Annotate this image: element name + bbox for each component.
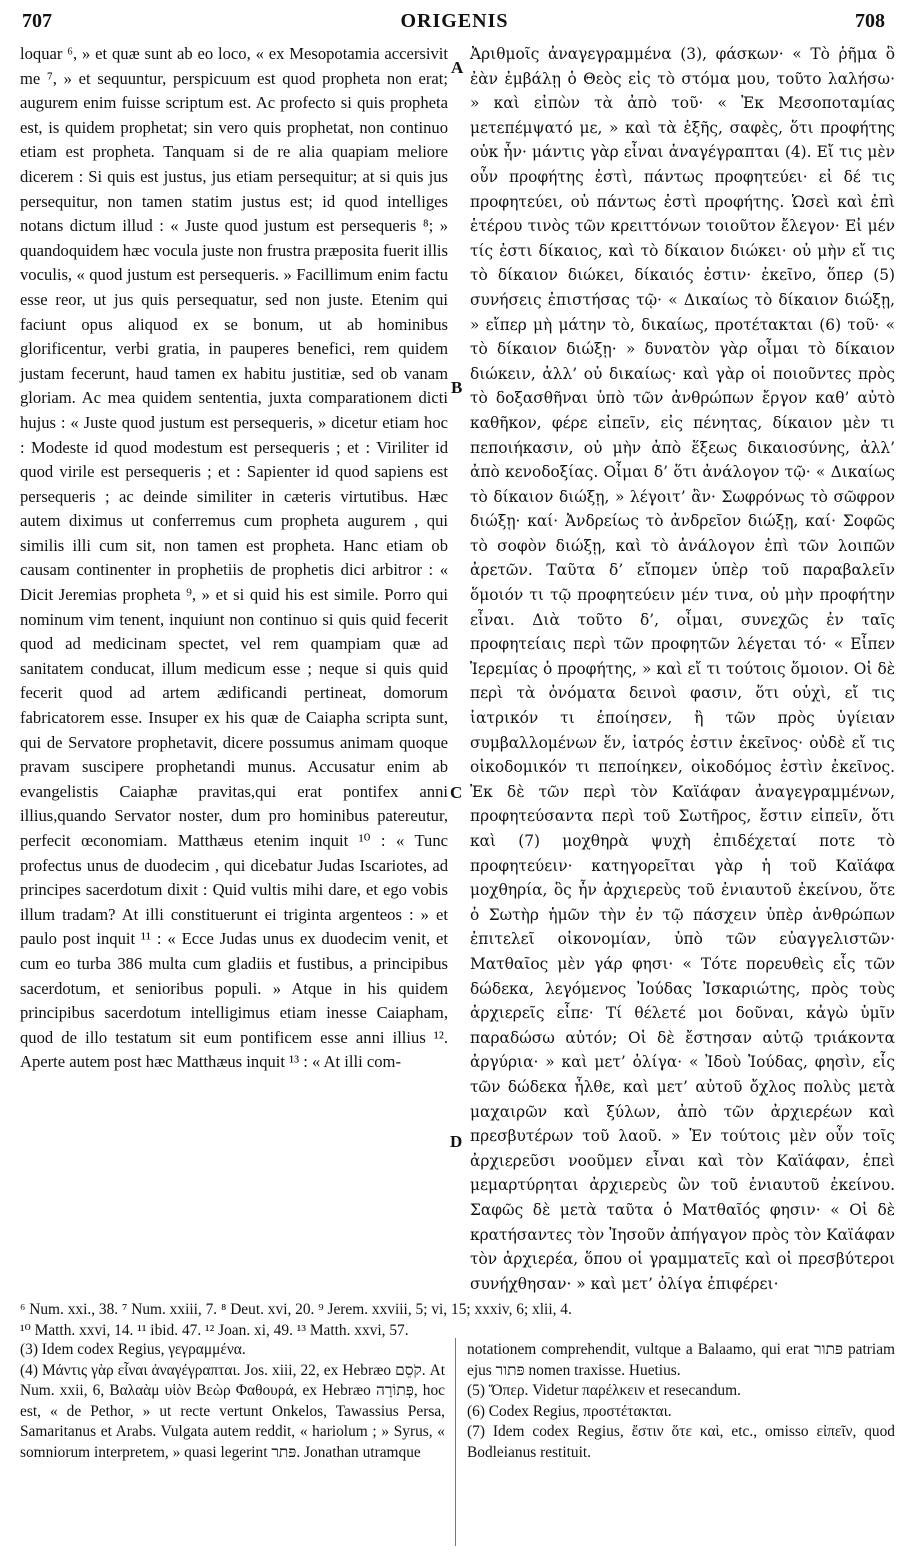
latin-paragraph: loquar ⁶, » et quæ sunt ab eo loco, « ex Mesopotamia accersivit me ⁷, » et sequuntur, perspicuum est quod propheta non erat; augurem enim fuisse scriptum est. Ac profecto si quis propheta est, is quidem prophetat; sin vero quis prophetat, non continuo etiam est propheta. Tanquam si de re alia quapiam meliore dicerem : Si quis est justus, jus etiam persequitur; at si quis jus persequitur, non tamen statim justus est; id quod intelliges notans dictum illud : « Juste quod justum est persequeris ⁸; » quandoquidem hæc vocula juste non frustra præposita fuerit illis voculis, « quod justum est persequeris. » Facillimum enim factu esse reor, ut jus quis persequatur, sed non juste. Etenim qui faciunt opus aliquod ex se bonum, ut ab hominibus glorificentur, verbi gratia, in pauperes benefici, rem quidem justam fecerunt, haud tamen ex habitu justitiæ, sed ob vanam gloriam. Ac mea quidem sententia, juxta comparationem dicti hujus : « Juste quod justum est persequeris, » dicetur etiam hoc : Modeste id quod modestum est persequeris ; et : Viriliter id quod virile est persequeris ; et : Sapienter id quod sapiens est persequeris ; ac deinde similiter in cæteris virtutibus. Hæc autem diximus ut conferremus cum propheta augurem , qui similis illi cum sit, non tamen est propheta. Hanc etiam ob causam continenter in prophetiis de prophetis dici arbitror : « Dicit Jeremias propheta ⁹, » et si quid his est simile. Porro qui nominum vim tenent, inquiunt non continuo si quis quid fecerit quod ad medicinam spectet, vel rem quampiam quæ ad sanitatem conducat, illum medicum esse ; neque si quis quid fecerit quod ad artem ædificandi pertineat, domorum fabricatorem esse. Insuper ex his quæ de Caiapha scripta sunt, qui de Servatore prophetavit, dicere possumus animam quoque pravam suscipere prophetandi munus. Accusatur enim ab evangelistis Caiaphæ pravitas,qui erat pontifex anni illius,quando Servator noster, dum pro hominibus patereutur, perfecit œconomiam. Matthæus etenim inquit ¹⁰ : « Tunc profectus unus de duodecim , qui dicebatur Judas Iscariotes, ad principes sacerdotum dixit : Quid vultis mihi dare, et ego vobis illum tradam? At illi constituerunt ei triginta argenteos : » et paulo post inquit ¹¹ : « Ecce Judas unus ex duodecim venit, et cum eo turba 386 multa cum gladiis et fustibus, a principibus sacerdotum, et senioribus populi. » Atque in his quidem principibus sacerdotum intelligimus etiam inesse Caiapham, quod de illo testatum sit eum pontificem esse anni illius ¹². Aperte autem post hæc Matthæus inquit ¹³ : « At illi com- bbox=[20, 44, 448, 1072]
reference-line: ¹⁰ Matth. xxvi, 14. ¹¹ ibid. 47. ¹² Joan. xi, 49. ¹³ Matth. xxvi, 57. bbox=[20, 1321, 409, 1339]
reference-line: ⁶ Num. xxi., 38. ⁷ Num. xxiii, 7. ⁸ Deut. xvi, 20. ⁹ Jerem. xxviii, 5; vi, 15; xxxiv, 6; xlii, 4. bbox=[20, 1301, 572, 1318]
footnote: (3) Idem codex Regius, γεγραμμένα. bbox=[20, 1341, 246, 1358]
margin-letter-a: A bbox=[451, 58, 464, 77]
right-page-number: 708 bbox=[855, 10, 885, 32]
greek-paragraph: Ἀριθμοῖς ἀναγεγραμμένα (3), φάσκων· « Τὸ ῥῆμα ὃ ἐὰν ἐμβάλῃ ὁ Θεὸς εἰς τὸ στόμα μου, τοῦτο λαλήσω· » καὶ εἰπὼν τὰ ἀπὸ τοῦ· « Ἐκ Μεσοποταμίας μετεπέμψατό με, » καὶ τὰ ἑξῆς, σαφὲς, ὅτι προφήτης οὐκ ἦν· μάντις γὰρ εἶναι ἀναγέγραπται (4). Εἴ τις μὲν οὖν προφήτης ἐστὶ, πάντως προφητεύει· εἰ δέ τις προφητεύει, οὐ πάντως ἐστὶ προφήτης. Ὡσεὶ καὶ ἐπὶ ἑτέρου τινὸς τῶν κρειττόνων τοιοῦτον ἔλεγον· Εἰ μέν τίς ἐστι δίκαιος, καὶ τὸ δίκαιον διώκει· οὐ μὴν εἴ τις τὸ δίκαιον διώκει, δίκαιός ἐστιν· ἐκεῖνο, ὅπερ (5) συνήσεις ἐπιστήσας τῷ· « Δικαίως τὸ δίκαιον διώξῃ, » εἴπερ μὴ μάτην τὸ, δικαίως, προτέτακται (6) τοῦ· « τὸ δίκαιον διώξῃ· » δυνατὸν γὰρ οἶμαι τὸ δίκαιον διώκειν, ἀλλ’ οὐ δικαίως· καὶ γὰρ οἱ ποιοῦντες πρὸς τὸ δοξασθῆναι ὑπὸ τῶν ἀνθρώπων ἔργον καθ’ αὐτὸ καθῆκον, φέρε εἰπεῖν, εἰς πένητας, δίκαιον μὲν τι πεποιήκασιν, οὐ μὴν ἀπὸ ἕξεως δικαιοσύνης, ἀλλ’ ἀπὸ κενοδοξίας. Οἶμαι δ’ ὅτι ἀνάλογον τῷ· « Δικαίως τὸ δίκαιον διώξῃ, » λέγοιτ’ ἂν· Σωφρόνως τὸ σῶφρον διώξῃ· καί· Ἀνδρείως τὸ ἀνδρεῖον διώξῃ, καί· Σοφῶς τὸ σοφὸν διώξῃ, καὶ τὸ ἀνάλογον ἐπὶ τῶν λοιπῶν ἀρετῶν. Ταῦτα δ’ εἴπομεν ὑπὲρ τοῦ παραβαλεῖν ὅμοιόν τι τῷ προφητεύειν μέν τινα, οὐ μὴν προφήτην εἶναι. Διὰ τοῦτο δ’, οἶμαι, συνεχῶς ἐν ταῖς προφητείαις περὶ τῶν προφητῶν λέγεται τό· « Εἶπεν Ἱερεμίας ὁ προφήτης, » καὶ εἴ τι τούτοις ὅμοιον. Οἱ δὲ περὶ τὰ ὀνόματα δεινοὶ φασιν, ὅτι οὐχὶ, εἴ τις ἰατρικόν τι ἐποίησεν, ἢ τῶν πρὸς ὑγίειαν συμβαλλομένων ἕν, ἰατρός ἐστιν ἐκεῖνος· οὐδὲ εἴ τις οἰκοδομικόν τι πεποίηκεν, οἰκοδόμος ἐστὶν ἐκεῖνος. Ἐκ δὲ τῶν περὶ τὸν Καϊάφαν ἀναγεγραμμένων, προφητεύσαντα περὶ τοῦ Σωτῆρος, ἔστιν εἰπεῖν, ὅτι καὶ (7) μοχθηρὰ ψυχὴ ἐπιδέχεταί ποτε τὸ προφητεύειν· κατηγορεῖται γὰρ ἡ τοῦ Καϊάφα μοχθηρία, ὃς ἦν ἀρχιερεὺς τοῦ ἐνιαυτοῦ ἐκείνου, ὅτε ὁ Σωτὴρ ἡμῶν τὴν ἐν τῷ πάσχειν ὑπὲρ ἀνθρώπων ἐπιτελεῖ οἰκονομίαν, ὑπὸ τῶν εὐαγγελιστῶν· Ματθαῖος μὲν γάρ φησι· « Τότε πορευθεὶς εἷς τῶν δώδεκα, λεγόμενος Ἰούδας Ἰσκαριώτης, πρὸς τοὺς ἀρχιερεῖς εἶπε· Τί θέλετέ μοι δοῦναι, κἀγὼ ὑμῖν παραδώσω αὐτόν; Οἱ δὲ ἔστησαν αὐτῷ τριάκοντα ἀργύρια· » καὶ μετ’ ὀλίγα· « Ἰδοὺ Ἰούδας, φησὶν, εἷς τῶν δώδεκα ἦλθε, καὶ μετ’ αὐτοῦ ὄχλος πολὺς μετὰ μαχαιρῶν καὶ ξύλων, ἀπὸ τῶν ἀρχιερέων καὶ πρεσβυτέρων τοῦ λαοῦ. » Ἐν τούτοις μὲν οὖν τοῖς ἀρχιερεῦσι νοοῦμεν εἶναι καὶ τὸν Καϊάφαν, ἐπεὶ μεμαρτύρηται ἀρχιερεὺς ὢν τοῦ ἐνιαυτοῦ ἐκείνου. Σαφῶς δὲ μετὰ ταῦτα ὁ Ματθαῖός φησιν· « Οἱ δὲ κρατήσαντες τὸν Ἰησοῦν ἀπήγαγον πρὸς τὸν Καϊάφαν τὸν ἀρχιερέα, ὅπου οἱ γραμματεῖς καὶ οἱ πρεσβύτεροι συνήχθησαν· » καὶ μετ’ ὀλίγα ἐπιφέρει· bbox=[470, 45, 895, 1293]
scripture-references bbox=[20, 1300, 895, 1341]
margin-letter-b: B bbox=[451, 378, 463, 397]
latin-column bbox=[20, 42, 448, 1075]
margin-letter-d: D bbox=[450, 1132, 463, 1151]
left-page-number: 707 bbox=[22, 10, 52, 32]
column-divider bbox=[455, 1338, 456, 1546]
footnote: notationem comprehendit, vultque a Balaamo, qui erat פּתור patriam ejus פּתור nomen traxisse. Huetius. bbox=[467, 1341, 895, 1379]
page-header bbox=[0, 10, 909, 36]
footnote: (5) Ὅπερ. Videtur παρέλκειν et resecandum. bbox=[467, 1382, 741, 1400]
greek-column bbox=[470, 42, 895, 1296]
running-title: ORIGENIS bbox=[400, 10, 509, 32]
footnote: (6) Codex Regius, προστέτακται. bbox=[467, 1402, 672, 1420]
footnote: (7) Idem codex Regius, ἔστιν ὅτε καὶ, etc., omisso εἰπεῖν, quod Bodleianus restituit. bbox=[467, 1423, 895, 1461]
footnote: (4) Μάντις γὰρ εἶναι ἀναγέγραπται. Jos. xiii, 22, ex Hebræo קֹסֵם. At Num. xxii, 6, Βαλαὰμ υἱὸν Βεὼρ Φαθουρά, ex Hebræo פְּתוֹרָה, hoc est, « de Pethor, » ut recte vertunt Onkelos, Tawassius Persa, Samaritanus et Arabs. Vulgata autem reddit, « hariolum ; » Syrus, « somniorum interpretem, » quasi legerint פּתר. Jonathan utramque bbox=[20, 1361, 445, 1461]
footnotes-right bbox=[467, 1340, 895, 1464]
margin-letter-c: C bbox=[450, 783, 463, 802]
footnotes-left bbox=[20, 1340, 445, 1464]
